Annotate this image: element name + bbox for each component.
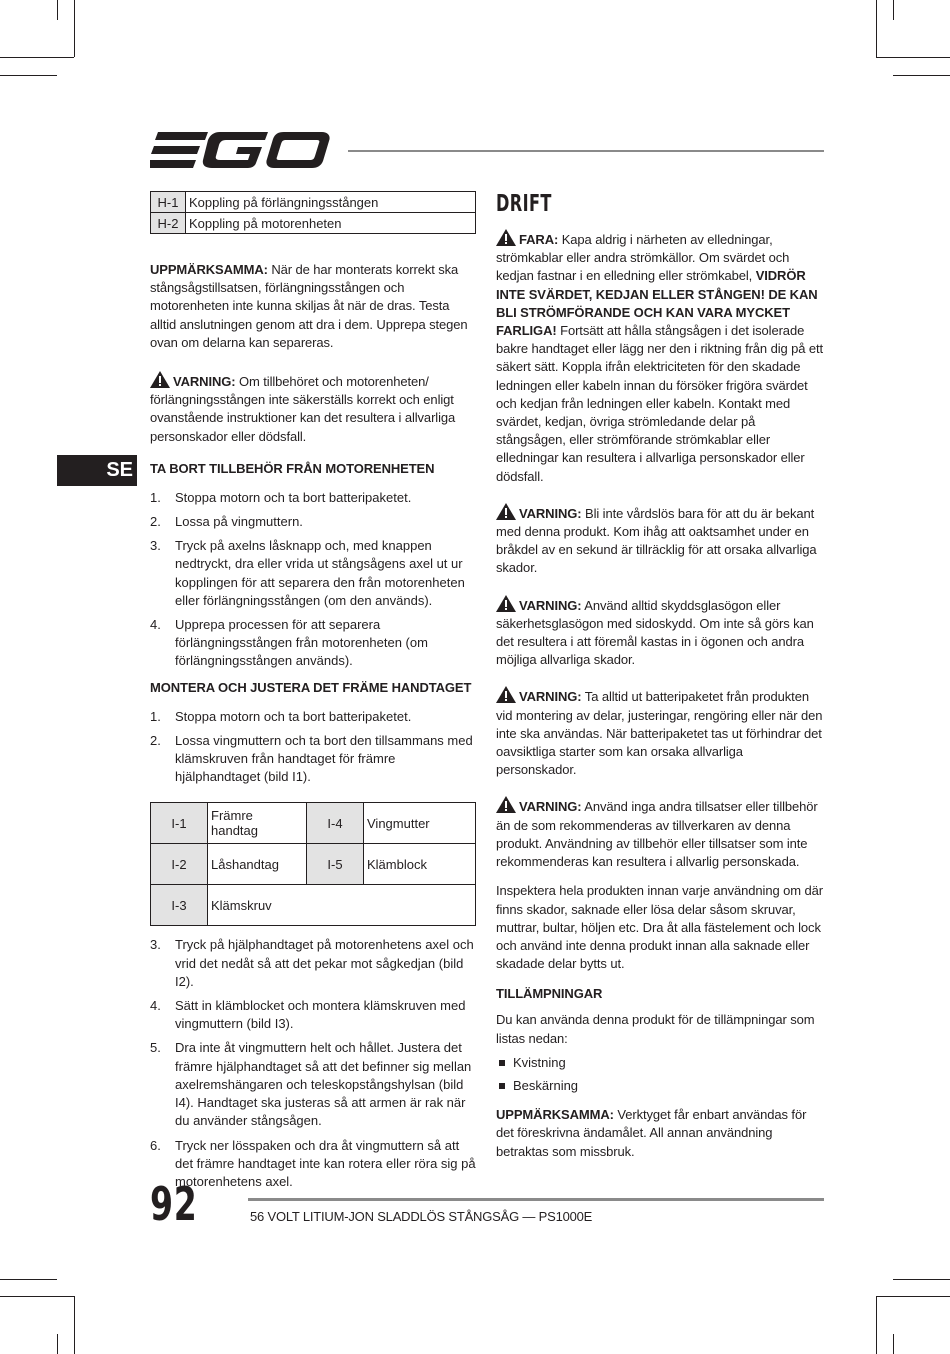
part-label: Låshandtag xyxy=(208,844,307,885)
step-number: 3. xyxy=(150,538,161,554)
bullet-icon xyxy=(499,1060,505,1066)
step-number: 3. xyxy=(150,937,161,953)
crop-mark xyxy=(876,0,877,57)
crop-mark xyxy=(0,57,74,58)
crop-mark xyxy=(876,1296,950,1297)
list-item xyxy=(150,936,476,991)
warning-triangle-icon xyxy=(496,686,516,703)
crop-mark xyxy=(893,75,950,76)
list-item xyxy=(150,997,476,1033)
parts-table xyxy=(150,802,476,926)
part-code: I-2 xyxy=(151,844,208,885)
warning-paragraph xyxy=(496,503,826,578)
part-label: Klämskruv xyxy=(208,885,476,926)
crop-mark xyxy=(0,75,57,76)
list-item xyxy=(150,708,476,726)
notice-text: När de har monterats korrekt ska stångsågstillsatsen, förlängningsstången och motorenheten inte kunna skiljas åt när de dras. Testa alltid anslutningen genom att dra i dem. Upprepa stegen ovan om delarna kan separeras. xyxy=(150,262,468,350)
warning-paragraph xyxy=(150,371,476,446)
part-code: I-4 xyxy=(307,803,364,844)
part-label: Främre handtag xyxy=(208,803,307,844)
warning-text: Använd inga andra tillsatser eller tillbehör än de som rekommenderas av tillverkaren av denna produkt. Användning av tillbehör eller tillsatser som inte rekommenderas kan resultera i allvarlig personskada. xyxy=(496,799,818,870)
crop-mark xyxy=(876,57,950,58)
crop-mark xyxy=(893,1279,950,1280)
step-text: Dra inte åt vingmuttern helt och hållet. Justera det främre hjälphandtaget så att det befinner sig mellan axelremshängaren och teleskopstångshylsan (bild I4). Handtaget ska justeras så att armen är rak när du använder stångsågen. xyxy=(175,1040,472,1129)
crop-mark xyxy=(893,1334,894,1354)
section-heading: MONTERA OCH JUSTERA DET FRÄME HANDTAGET xyxy=(150,679,472,695)
warning-text: Använd alltid skyddsglasögon eller säkerhetsglasögon med sidoskydd. Om inte så görs kan det resultera i att föremål kastas in i ögonen och andra möjliga allvarliga skador. xyxy=(496,597,814,668)
warning-paragraph xyxy=(496,595,826,670)
part-code: I-1 xyxy=(151,803,208,844)
warning-label: VARNING: xyxy=(519,597,582,613)
crop-mark xyxy=(0,1296,74,1297)
list-item xyxy=(496,1054,826,1072)
step-text: Lossa vingmuttern och ta bort den tillsammans med klämskruven från handtaget för främre hjälphandtaget (bild I1). xyxy=(175,732,473,785)
crop-mark xyxy=(893,0,894,20)
warning-text: Ta alltid ut batteripaketet från produkten vid montering av delar, justeringar, rengöring eller när den inte ska användas. När batteripaketet tas ut förhindrar det oavsiktliga starter som kan orsaka allvarliga personskador. xyxy=(496,689,823,778)
step-text: Sätt in klämblocket och montera klämskruven med vingmuttern (bild I3). xyxy=(175,998,466,1032)
warning-label: VARNING: xyxy=(519,689,582,705)
crop-mark xyxy=(57,0,58,20)
warning-text: Om tillbehöret och motorenheten/ förlängningsstången inte säkerställs korrekt och enligt ovanstående instruktioner kan det resultera i allvarliga personskador eller dödsfall. xyxy=(150,374,456,444)
list-item-text: Beskärning xyxy=(513,1077,579,1093)
section-title: DRIFT xyxy=(496,191,552,217)
step-text: Lossa på vingmuttern. xyxy=(175,514,303,530)
danger-text: Kapa aldrig i närheten av elledningar, strömkablar eller andra strömkällor. Om svärdet och kedjan fastnar i en elledning eller strömkabel, xyxy=(496,232,790,284)
list-item xyxy=(150,1039,476,1130)
part-code: I-5 xyxy=(307,844,364,885)
step-text: Tryck på axelns låsknapp och, med knappen nedtryckt, dra eller vrida ut stångsågens axel ut ur kopplingen för att separera den från motorenheten eller förlängningsstången (om den används). xyxy=(175,538,465,608)
list-item xyxy=(150,489,476,507)
notice-label: UPPMÄRKSAMMA: xyxy=(496,1107,614,1123)
warning-label: VARNING: xyxy=(519,505,582,521)
ref-label: Koppling på förlängningsstången xyxy=(186,192,476,213)
list-item xyxy=(496,1077,826,1095)
language-tab: SE xyxy=(57,455,137,486)
crop-mark xyxy=(57,1334,58,1354)
notice-paragraph xyxy=(150,261,476,352)
part-label: Klämblock xyxy=(364,844,476,885)
warning-paragraph xyxy=(496,796,826,871)
step-number: 1. xyxy=(150,708,161,724)
step-number: 1. xyxy=(150,489,161,505)
ref-code: H-1 xyxy=(151,192,186,213)
warning-triangle-icon xyxy=(496,595,516,612)
reference-table xyxy=(150,191,476,234)
list-item xyxy=(150,1137,476,1192)
crop-mark xyxy=(74,0,75,57)
step-number: 5. xyxy=(150,1040,161,1056)
section-heading: TILLÄMPNINGAR xyxy=(496,986,603,1002)
steps-list xyxy=(150,489,476,671)
table-row xyxy=(151,803,476,844)
footer-title: 56 VOLT LITIUM-JON SLADDLÖS STÅNGSÅG — PS1000E xyxy=(250,1209,593,1224)
step-text: Upprepa processen för att separera förlängningsstången från motorenheten (om förlängningsstången används). xyxy=(175,617,428,669)
step-text: Stoppa motorn och ta bort batteripaketet. xyxy=(175,489,412,505)
inspect-paragraph: Inspektera hela produkten innan varje användning om där finns skador, saknade eller lösa delar såsom skruvar, muttrar, bultar, höljen etc. Dra åt alla fästelement och lock och använd inte denna produkt innan alla saknade eller skadade delar bytts ut. xyxy=(496,883,823,972)
table-row xyxy=(151,192,476,213)
footer-rule xyxy=(248,1198,824,1201)
header-rule xyxy=(348,150,824,152)
step-text: Tryck på hjälphandtaget på motorenhetens axel och vrid det nedåt så att det pekar mot sågkedjan (bild I2). xyxy=(175,937,474,989)
crop-mark xyxy=(74,1296,75,1354)
step-number: 6. xyxy=(150,1137,161,1153)
crop-mark xyxy=(876,1296,877,1354)
danger-emphasis: VIDRÖR INTE SVÄRDET, KEDJAN ELLER STÅNGEN! DE KAN BLI STRÖMFÖRANDE OCH KAN VARA MYCKET FARLIGA! xyxy=(496,268,818,339)
bullet-icon xyxy=(499,1083,505,1089)
list-item xyxy=(150,732,476,787)
step-number: 4. xyxy=(150,998,161,1014)
steps-list xyxy=(150,936,476,1191)
list-item xyxy=(150,537,476,610)
notice-paragraph xyxy=(496,1106,826,1161)
warning-triangle-icon xyxy=(496,503,516,520)
notice-text: Verktyget får enbart användas för det föreskrivna ändamålet. All annan användning betraktas som missbruk. xyxy=(496,1107,807,1159)
step-number: 2. xyxy=(150,732,161,748)
page-number: 92 xyxy=(150,1177,198,1231)
ego-logo-icon xyxy=(150,130,330,170)
danger-label: FARA: xyxy=(519,232,559,247)
part-code: I-3 xyxy=(151,885,208,926)
ref-label: Koppling på motorenheten xyxy=(186,213,476,234)
warning-triangle-icon xyxy=(150,371,170,388)
applications-intro: Du kan använda denna produkt för de tillämpningar som listas nedan: xyxy=(496,1012,815,1046)
notice-label: UPPMÄRKSAMMA: xyxy=(150,262,268,277)
step-text: Stoppa motorn och ta bort batteripaketet. xyxy=(175,708,412,724)
steps-list xyxy=(150,708,476,787)
applications-list xyxy=(496,1054,826,1095)
warning-label: VARNING: xyxy=(173,374,236,390)
step-text: Tryck ner lösspaken och dra åt vingmuttern så att det främre handtaget inte kan rotera eller röra sig på motorenhetens axel. xyxy=(175,1137,476,1189)
danger-paragraph xyxy=(496,229,826,486)
step-number: 4. xyxy=(150,617,161,633)
warning-label: VARNING: xyxy=(519,799,582,815)
list-item-text: Kvistning xyxy=(513,1054,566,1070)
left-column xyxy=(150,191,476,1191)
step-number: 2. xyxy=(150,514,161,530)
warning-text: Bli inte vårdslös bara för att du är bekant med denna produkt. Kom ihåg att oaktsamhet under en bråkdel av en sekund är tillräcklig för att orsaka allvarliga skador. xyxy=(496,505,817,576)
section-heading: TA BORT TILLBEHÖR FRÅN MOTORENHETEN xyxy=(150,460,435,476)
right-column xyxy=(496,191,826,1161)
warning-triangle-icon xyxy=(496,229,516,246)
table-row xyxy=(151,844,476,885)
danger-text: Fortsätt att hålla stångsågen i det isolerade bakre handtaget eller lägg ner den i riktning från dig på ett säkert sätt. Koppla ifrån elektriciteten för den skadade ledningen eller kabeln innan du försöker frigöra svärdet och kedjan från ledningen eller kabeln. Kontakt med svärdet, kedjan, övriga strömledande delar på stångsågen, eller strömförande strömkablar eller elledningar kan resultera i allvarliga personskador eller dödsfall. xyxy=(496,323,824,484)
list-item xyxy=(150,513,476,531)
table-row xyxy=(151,885,476,926)
list-item xyxy=(150,616,476,671)
crop-mark xyxy=(0,1279,57,1280)
warning-paragraph xyxy=(496,686,826,779)
table-row xyxy=(151,213,476,234)
warning-triangle-icon xyxy=(496,796,516,813)
ref-code: H-2 xyxy=(151,213,186,234)
part-label: Vingmutter xyxy=(364,803,476,844)
